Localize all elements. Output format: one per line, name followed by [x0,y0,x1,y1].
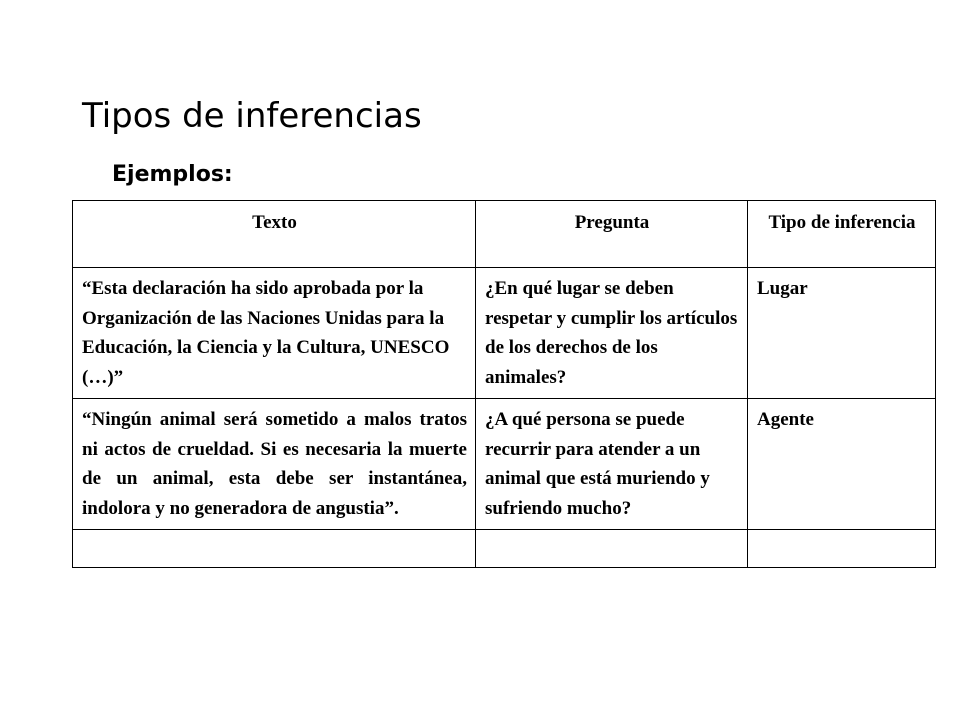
slide-subtitle: Ejemplos: [112,162,233,187]
header-tipo-de-inferencia: Tipo de inferencia [748,201,936,268]
cell-pregunta: ¿En qué lugar se deben respetar y cumplir los artículos de los derechos de los animales? [476,268,748,399]
table-row [73,399,936,530]
cell-pregunta [476,530,748,568]
table-row-empty [73,530,936,568]
cell-texto [73,530,476,568]
slide-title: Tipos de inferencias [82,96,422,136]
cell-pregunta: ¿A qué persona se puede recurrir para atender a un animal que está muriendo y sufriendo mucho? [476,399,748,530]
cell-texto: “Esta declaración ha sido aprobada por la Organización de las Naciones Unidas para la Educación, la Ciencia y la Cultura, UNESCO (…)” [73,268,476,399]
cell-texto: “Ningún animal será sometido a malos tratos ni actos de crueldad. Si es necesaria la muerte de un animal, esta debe ser instantánea, indolora y no generadora de angustia”. [73,399,476,530]
table-row [73,268,936,399]
table-header-row [73,201,936,268]
cell-tipo [748,530,936,568]
cell-tipo: Lugar [748,268,936,399]
header-pregunta: Pregunta [476,201,748,268]
examples-table [72,200,936,568]
header-texto: Texto [73,201,476,268]
cell-tipo: Agente [748,399,936,530]
